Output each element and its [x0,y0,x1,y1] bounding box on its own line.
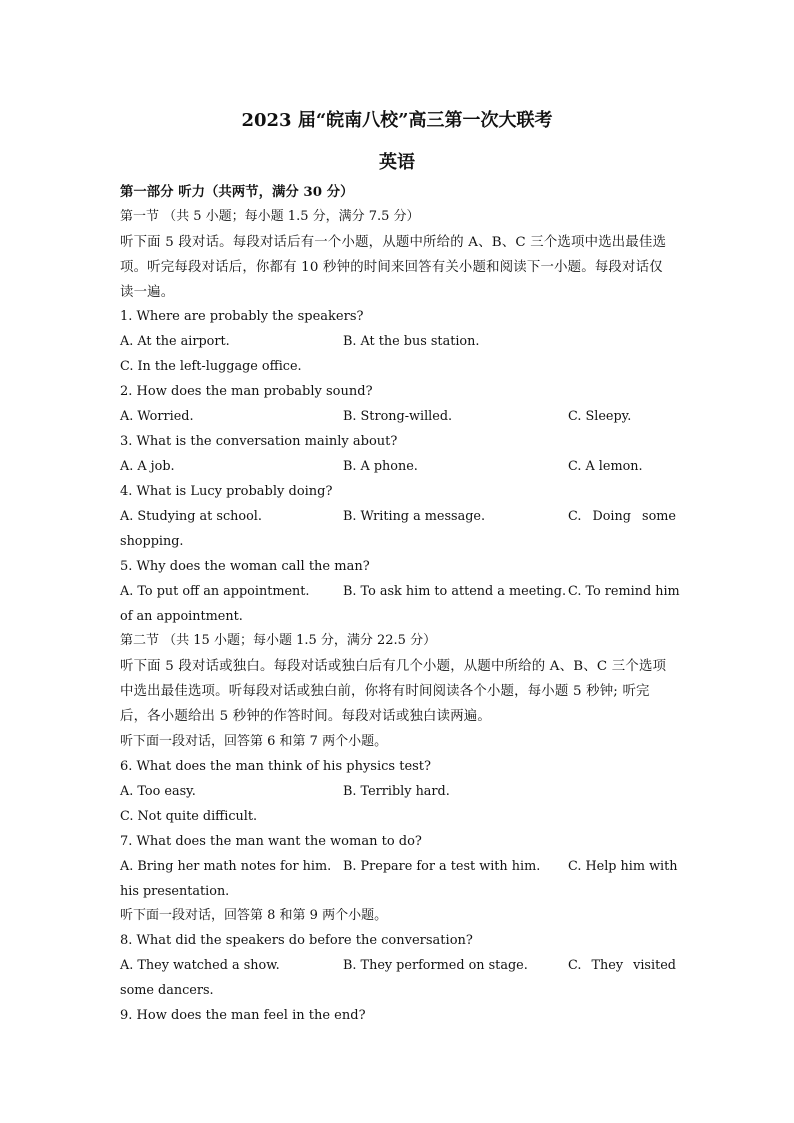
q2-stem: 2. How does the man probably sound? [120,384,373,399]
q3-stem: 3. What is the conversation mainly about? [120,434,398,449]
q3-option-c: C. A lemon. [568,459,643,474]
q8-stem: 8. What did the speakers do before the conversation? [120,933,473,948]
q3-option-a: A. A job. [120,459,175,474]
q4-option-c: C. Doing some [568,509,676,524]
q7-option-c: C. Help him with [568,859,678,874]
q5-option-a: A. To put off an appointment. [120,584,310,599]
q7-option-c-continued: his presentation. [120,884,230,899]
q9-stem: 9. How does the man feel in the end? [120,1008,366,1023]
q1-stem: 1. Where are probably the speakers? [120,309,364,324]
q4-option-a: A. Studying at school. [120,509,262,524]
q4-option-b: B. Writing a message. [343,509,486,524]
q1-option-a: A. At the airport. [120,334,230,349]
q4-option-c-continued: shopping. [120,534,184,549]
q6-stem: 6. What does the man think of his physics test? [120,759,432,774]
q8-option-a: A. They watched a show. [120,958,280,973]
q5-option-c-continued: of an appointment. [120,609,243,624]
q2-option-c: C. Sleepy. [568,409,632,424]
q5-option-c: C. To remind him [568,584,680,599]
section1-heading: 第一节 （共 5 小题；每小题 1.5 分，满分 7.5 分） [120,209,420,224]
exam-title: 2023 届“皖南八校”高三第一次大联考 [241,110,553,131]
section2-heading: 第二节 （共 15 小题；每小题 1.5 分，满分 22.5 分） [120,633,437,648]
q7-option-a: A. Bring her math notes for him. [120,859,332,874]
q4-stem: 4. What is Lucy probably doing? [120,484,333,499]
q3-option-b: B. A phone. [343,459,418,474]
q2-option-a: A. Worried. [120,409,194,424]
q8-option-c-continued: some dancers. [120,983,214,998]
part1-heading: 第一部分 听力（共两节，满分 30 分） [120,184,354,200]
section1-instructions: 听下面 5 段对话。每段对话后有一个小题，从题中所给的 A、B、C 三个选项中选出最佳选项。听完每段对话后，你都有 10 秒钟的时间来回答有关小题和阅读下一小题。每段对话仅读一遍。 [120,235,667,300]
group1-intro: 听下面一段对话，回答第 6 和第 7 两个小题。 [120,734,388,749]
section2-instructions: 听下面 5 段对话或独白。每段对话或独白后有几个小题，从题中所给的 A、B、C 三个选项中选出最佳选项。听每段对话或独白前，你将有时间阅读各个小题，每小题 5 秒钟; 听完后，各小题给出 5 秒钟的作答时间。每段对话或独白读两遍。 [120,659,667,724]
q7-stem: 7. What does the man want the woman to do? [120,834,422,849]
subject-title: 英语 [379,152,415,173]
q1-option-b: B. At the bus station. [343,334,480,349]
q6-option-a: A. Too easy. [120,784,196,799]
q1-option-c: C. In the left-luggage office. [120,359,302,374]
q2-option-b: B. Strong-willed. [343,409,453,424]
q8-option-b: B. They performed on stage. [343,958,528,973]
q7-option-b: B. Prepare for a test with him. [343,859,541,874]
q6-option-c: C. Not quite difficult. [120,809,258,824]
q5-option-b: B. To ask him to attend a meeting. [343,584,567,599]
q6-option-b: B. Terribly hard. [343,784,450,799]
q5-stem: 5. Why does the woman call the man? [120,559,370,574]
group2-intro: 听下面一段对话，回答第 8 和第 9 两个小题。 [120,908,388,923]
q8-option-c: C. They visited [568,958,676,973]
